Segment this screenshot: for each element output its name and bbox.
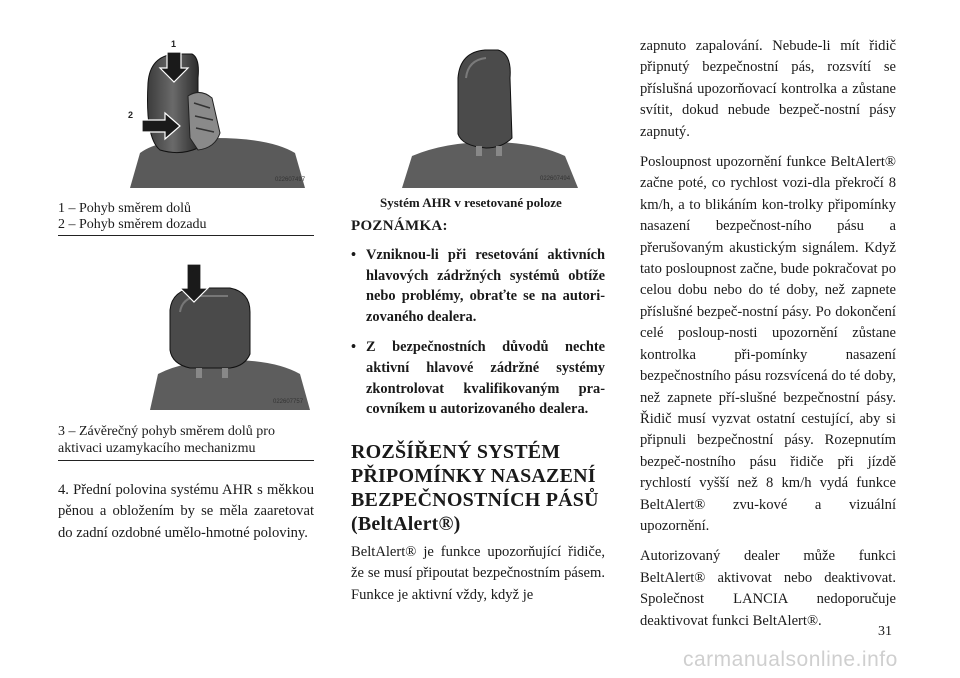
beltalert-intro: BeltAlert® je funkce upozorňující řidiče, že se musí připoutat bezpečnostním pásem. Funkce je aktivní vždy, když je [351,544,605,603]
heading-line: BEZPEČNOSTNÍCH PÁSŮ [351,489,599,511]
note-item: • Z bezpečnostních důvodů nechte aktivní hlavové zádržné systémy zkontrolovat kvalifikovaným pra-covníkem u autorizovaného dealera. [351,337,605,419]
figure-code: 022607494 [540,176,571,182]
watermark: carmanualsonline.info [683,648,898,671]
caption-fig1-line1: 1 – Pohyb směrem dolů [58,201,191,216]
paragraph: zapnuto zapalování. Nebude-li mít řidič připnutý bezpečnostní pás, rozsvítí se příslušná upozorňovací kontrolka a zůstane svítit, dokud nebude bezpeč-nostní pásy zapnutý. [640,38,896,140]
figure-headrest-movement [120,38,315,188]
headrest-illustration-2 [150,262,315,410]
page-number: 31 [878,624,892,639]
heading-line: ROZŠÍŘENÝ SYSTÉM [351,441,561,463]
callout-3-label: 3 [192,264,198,274]
headrest-illustration-1 [120,38,315,188]
caption-divider [58,235,314,236]
paragraph: Posloupnost upozornění funkce BeltAlert® začne poté, co rychlost vozi-dla překročí 8 km/h, a to blikáním kon-trolky připomínky nasazení bezpečnost-ního pásu a přerušovaným akustickým signálem. Když tato posloupnost začne, bude pokračovat po celou dobu nebo do té doby, než zapnete příslušné bezpeč-nostní pásy. Po dokončení celé posloup-nosti upozornění zůstane kontrolka při-pomínky nasazení bezpečnostního pásu rozsvícená do té doby, než zapnete pří-slušné bezpečnostní pásy. Řidič musí vyzvat ostatní cestující, aby si připnuli bezpečnostní pásy. Rozepnutím bezpeč-nostního pásu řidiče při jízdě rychlostí vyšší než 8 km/h vydá funkce BeltAlert® zvu-kové a vizuální upozornění. [640,154,896,534]
caption-fig2-line1: 3 – Závěrečný pohyb směrem dolů pro [58,424,275,439]
note-title: POZNÁMKA: [351,218,448,234]
figure-code: 022607497 [275,177,306,183]
note-list [351,245,605,430]
caption-fig2-line2: aktivaci uzamykacího mechanizmu [58,441,256,456]
figure-ahr-reset [400,38,580,188]
right-column-text [640,36,896,641]
callout-1: 1 [171,39,177,49]
step-4-text: 4. Přední polovina systému AHR s měkkou pěnou a obložením by se měla zaaretovat do zadní ozdobné umělo-hmotné poloviny. [58,482,314,541]
heading-line: (BeltAlert®) [351,513,461,535]
caption-divider [58,460,314,461]
figure-code: 022607757 [273,399,304,405]
caption-fig1-line2: 2 – Pohyb směrem dozadu [58,217,207,232]
headrest-illustration-3 [400,38,580,188]
section-heading [351,440,599,536]
note-item: • Vzniknou-li při resetování aktivních hlavových zádržných systémů obtíže nebo problémy, obraťte se na autori-zovaného dealera. [351,245,605,327]
callout-2: 2 [128,110,134,120]
caption-fig3: Systém AHR v resetované poloze [380,195,562,210]
heading-line: PŘIPOMÍNKY NASAZENÍ [351,465,596,487]
figure-headrest-lock [150,262,315,410]
paragraph: Autorizovaný dealer může funkci BeltAlert® aktivovat nebo deaktivovat. Společnost LANCIA nedoporučuje deaktivovat funkci BeltAlert®. [640,548,896,629]
